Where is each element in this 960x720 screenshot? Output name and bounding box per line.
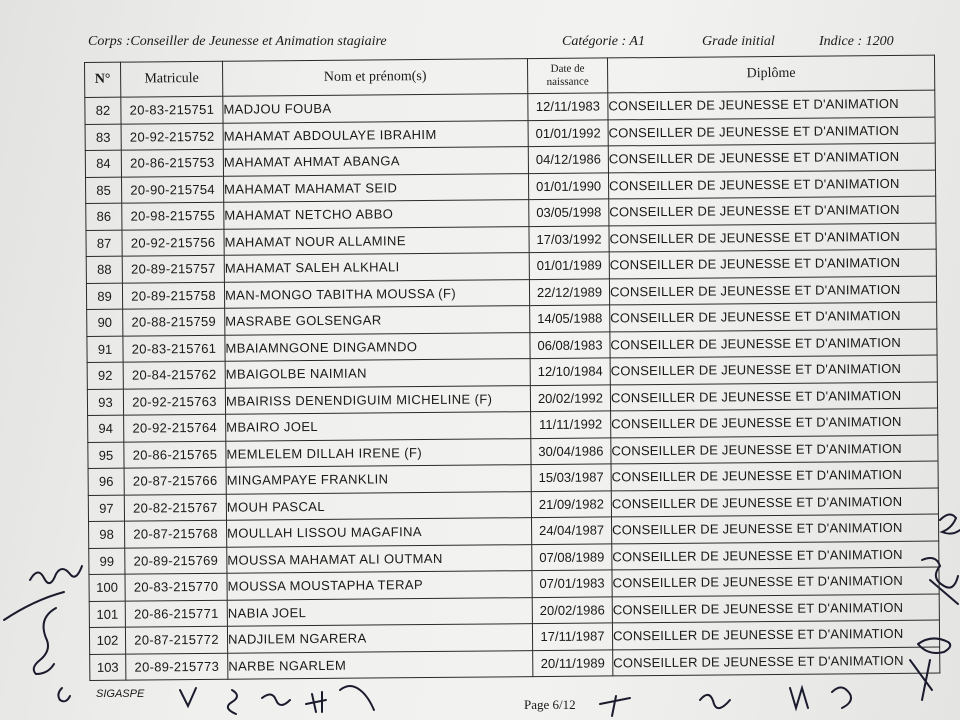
cell-date-naissance: 12/11/1983 xyxy=(528,93,608,120)
cell-diplome: CONSEILLER DE JEUNESSE ET D'ANIMATION xyxy=(613,647,940,676)
cell-no: 82 xyxy=(85,97,121,124)
cell-date-naissance: 24/04/1987 xyxy=(531,517,611,544)
cell-date-naissance: 07/01/1983 xyxy=(532,570,612,597)
cell-nom: MAHAMAT NOUR ALLAMINE xyxy=(224,226,529,255)
cell-nom: MAN-MONGO TABITHA MOUSSA (F) xyxy=(224,279,529,308)
cell-diplome: CONSEILLER DE JEUNESSE ET D'ANIMATION xyxy=(612,620,939,649)
cell-matricule: 20-89-215758 xyxy=(122,282,224,309)
cell-date-naissance: 06/08/1983 xyxy=(530,331,610,358)
cell-no: 90 xyxy=(87,309,123,336)
cell-no: 88 xyxy=(86,256,122,283)
cell-diplome: CONSEILLER DE JEUNESSE ET D'ANIMATION xyxy=(608,170,935,199)
cell-no: 99 xyxy=(89,548,125,575)
cell-no: 96 xyxy=(88,468,124,495)
cell-no: 85 xyxy=(86,177,122,204)
cell-date-naissance: 20/02/1992 xyxy=(530,384,610,411)
indice-label: Indice : 1200 xyxy=(819,34,894,49)
cell-date-naissance: 17/11/1987 xyxy=(532,623,612,650)
cell-matricule: 20-87-215768 xyxy=(125,520,227,547)
cell-nom: MAHAMAT ABDOULAYE IBRAHIM xyxy=(223,120,528,149)
cell-matricule: 20-89-215769 xyxy=(125,547,227,574)
cell-nom: MAHAMAT SALEH ALKHALI xyxy=(224,253,529,282)
column-header-no: N° xyxy=(85,62,121,97)
cell-date-naissance: 21/09/1982 xyxy=(531,490,611,517)
cell-date-naissance: 22/12/1989 xyxy=(529,278,609,305)
categorie-label: Catégorie : A1 xyxy=(562,34,645,49)
cell-diplome: CONSEILLER DE JEUNESSE ET D'ANIMATION xyxy=(612,594,939,623)
grade-label: Grade initial xyxy=(702,34,775,49)
cell-matricule: 20-86-215771 xyxy=(125,600,227,627)
cell-nom: NADJILEM NGARERA xyxy=(227,624,532,653)
cell-no: 103 xyxy=(90,654,126,681)
cell-matricule: 20-86-215765 xyxy=(124,441,226,468)
cell-matricule: 20-82-215767 xyxy=(124,494,226,521)
cell-matricule: 20-92-215752 xyxy=(121,123,223,150)
cell-nom: MBAIAMNGONE DINGAMNDO xyxy=(225,332,530,361)
cell-nom: MADJOU FOUBA xyxy=(223,94,528,123)
cell-matricule: 20-89-215773 xyxy=(126,653,228,680)
cell-matricule: 20-87-215766 xyxy=(124,467,226,494)
cell-date-naissance: 30/04/1986 xyxy=(531,437,611,464)
cell-diplome: CONSEILLER DE JEUNESSE ET D'ANIMATION xyxy=(612,567,939,596)
cell-date-naissance: 15/03/1987 xyxy=(531,464,611,491)
cell-diplome: CONSEILLER DE JEUNESSE ET D'ANIMATION xyxy=(608,90,935,119)
cell-diplome: CONSEILLER DE JEUNESSE ET D'ANIMATION xyxy=(609,249,936,278)
cell-diplome: CONSEILLER DE JEUNESSE ET D'ANIMATION xyxy=(611,461,938,490)
cell-nom: MBAIRO JOEL xyxy=(226,412,531,441)
cell-nom: MOUSSA MAHAMAT ALI OUTMAN xyxy=(227,544,532,573)
cell-matricule: 20-84-215762 xyxy=(123,361,225,388)
cell-nom: MASRABE GOLSENGAR xyxy=(225,306,530,335)
cell-diplome: CONSEILLER DE JEUNESSE ET D'ANIMATION xyxy=(611,514,938,543)
cell-date-naissance: 20/11/1989 xyxy=(533,649,613,676)
cell-nom: NARBE NGARLEM xyxy=(228,650,533,679)
cell-matricule: 20-83-215770 xyxy=(125,573,227,600)
cell-no: 83 xyxy=(85,124,121,151)
cell-no: 102 xyxy=(89,627,125,654)
cell-diplome: CONSEILLER DE JEUNESSE ET D'ANIMATION xyxy=(611,488,938,517)
cell-date-naissance: 03/05/1998 xyxy=(529,199,609,226)
cell-no: 92 xyxy=(87,362,123,389)
cell-date-naissance: 20/02/1986 xyxy=(532,596,612,623)
cell-diplome: CONSEILLER DE JEUNESSE ET D'ANIMATION xyxy=(609,276,936,305)
cell-matricule: 20-83-215751 xyxy=(121,96,223,123)
date-header-line2: naissance xyxy=(546,75,589,88)
footer-page-number: Page 6/12 xyxy=(524,697,576,712)
column-header-matricule: Matricule xyxy=(121,61,223,97)
cell-diplome: CONSEILLER DE JEUNESSE ET D'ANIMATION xyxy=(608,143,935,172)
cell-date-naissance: 01/01/1989 xyxy=(529,252,609,279)
footer-source: SIGASPE xyxy=(96,688,145,700)
cell-diplome: CONSEILLER DE JEUNESSE ET D'ANIMATION xyxy=(611,435,938,464)
cell-matricule: 20-86-215753 xyxy=(121,149,223,176)
cell-nom: MOUH PASCAL xyxy=(226,491,531,520)
cell-diplome: CONSEILLER DE JEUNESSE ET D'ANIMATION xyxy=(608,117,935,146)
cell-diplome: CONSEILLER DE JEUNESSE ET D'ANIMATION xyxy=(610,302,937,331)
cell-nom: MINGAMPAYE FRANKLIN xyxy=(226,465,531,494)
cell-matricule: 20-87-215772 xyxy=(125,626,227,653)
cell-date-naissance: 01/01/1992 xyxy=(528,119,608,146)
cell-diplome: CONSEILLER DE JEUNESSE ET D'ANIMATION xyxy=(609,223,936,252)
cell-no: 89 xyxy=(86,283,122,310)
cell-no: 91 xyxy=(87,336,123,363)
cell-matricule: 20-92-215756 xyxy=(122,229,224,256)
candidates-table xyxy=(84,55,940,681)
cell-date-naissance: 14/05/1988 xyxy=(530,305,610,332)
cell-nom: MOUSSA MOUSTAPHA TERAP xyxy=(227,571,532,600)
cell-no: 101 xyxy=(89,601,125,628)
cell-date-naissance: 17/03/1992 xyxy=(529,225,609,252)
cell-matricule: 20-98-215755 xyxy=(122,202,224,229)
cell-matricule: 20-92-215764 xyxy=(124,414,226,441)
cell-no: 97 xyxy=(88,495,124,522)
column-header-diplome: Diplôme xyxy=(607,55,934,93)
date-header-line1: Date de xyxy=(550,62,585,75)
cell-date-naissance: 07/08/1989 xyxy=(532,543,612,570)
cell-diplome: CONSEILLER DE JEUNESSE ET D'ANIMATION xyxy=(611,408,938,437)
cell-no: 95 xyxy=(88,442,124,469)
cell-nom: MBAIGOLBE NAIMIAN xyxy=(225,359,530,388)
cell-date-naissance: 04/12/1986 xyxy=(528,146,608,173)
cell-date-naissance: 12/10/1984 xyxy=(530,358,610,385)
cell-matricule: 20-88-215759 xyxy=(123,308,225,335)
cell-no: 84 xyxy=(85,150,121,177)
cell-diplome: CONSEILLER DE JEUNESSE ET D'ANIMATION xyxy=(610,382,937,411)
cell-date-naissance: 11/11/1992 xyxy=(531,411,611,438)
cell-diplome: CONSEILLER DE JEUNESSE ET D'ANIMATION xyxy=(610,355,937,384)
column-header-date xyxy=(527,58,607,94)
cell-nom: NABIA JOEL xyxy=(227,597,532,626)
cell-nom: MAHAMAT MAHAMAT SEID xyxy=(223,173,528,202)
cell-diplome: CONSEILLER DE JEUNESSE ET D'ANIMATION xyxy=(612,541,939,570)
cell-nom: MAHAMAT NETCHO ABBO xyxy=(224,200,529,229)
cell-matricule: 20-92-215763 xyxy=(123,388,225,415)
cell-matricule: 20-89-215757 xyxy=(122,255,224,282)
cell-no: 98 xyxy=(89,521,125,548)
column-header-nom: Nom et prénom(s) xyxy=(222,59,527,97)
cell-matricule: 20-83-215761 xyxy=(123,335,225,362)
cell-no: 86 xyxy=(86,203,122,230)
cell-nom: MBAIRISS DENENDIGUIM MICHELINE (F) xyxy=(225,385,530,414)
cell-matricule: 20-90-215754 xyxy=(122,176,224,203)
corps-label: Corps :Conseiller de Jeunesse et Animation stagiaire xyxy=(88,34,387,49)
cell-no: 100 xyxy=(89,574,125,601)
cell-no: 94 xyxy=(88,415,124,442)
cell-nom: MEMLELEM DILLAH IRENE (F) xyxy=(226,438,531,467)
cell-no: 87 xyxy=(86,230,122,257)
cell-nom: MOULLAH LISSOU MAGAFINA xyxy=(227,518,532,547)
cell-diplome: CONSEILLER DE JEUNESSE ET D'ANIMATION xyxy=(610,329,937,358)
cell-diplome: CONSEILLER DE JEUNESSE ET D'ANIMATION xyxy=(609,196,936,225)
cell-no: 93 xyxy=(87,389,123,416)
cell-nom: MAHAMAT AHMAT ABANGA xyxy=(223,147,528,176)
cell-date-naissance: 01/01/1990 xyxy=(528,172,608,199)
document-header xyxy=(88,34,918,56)
